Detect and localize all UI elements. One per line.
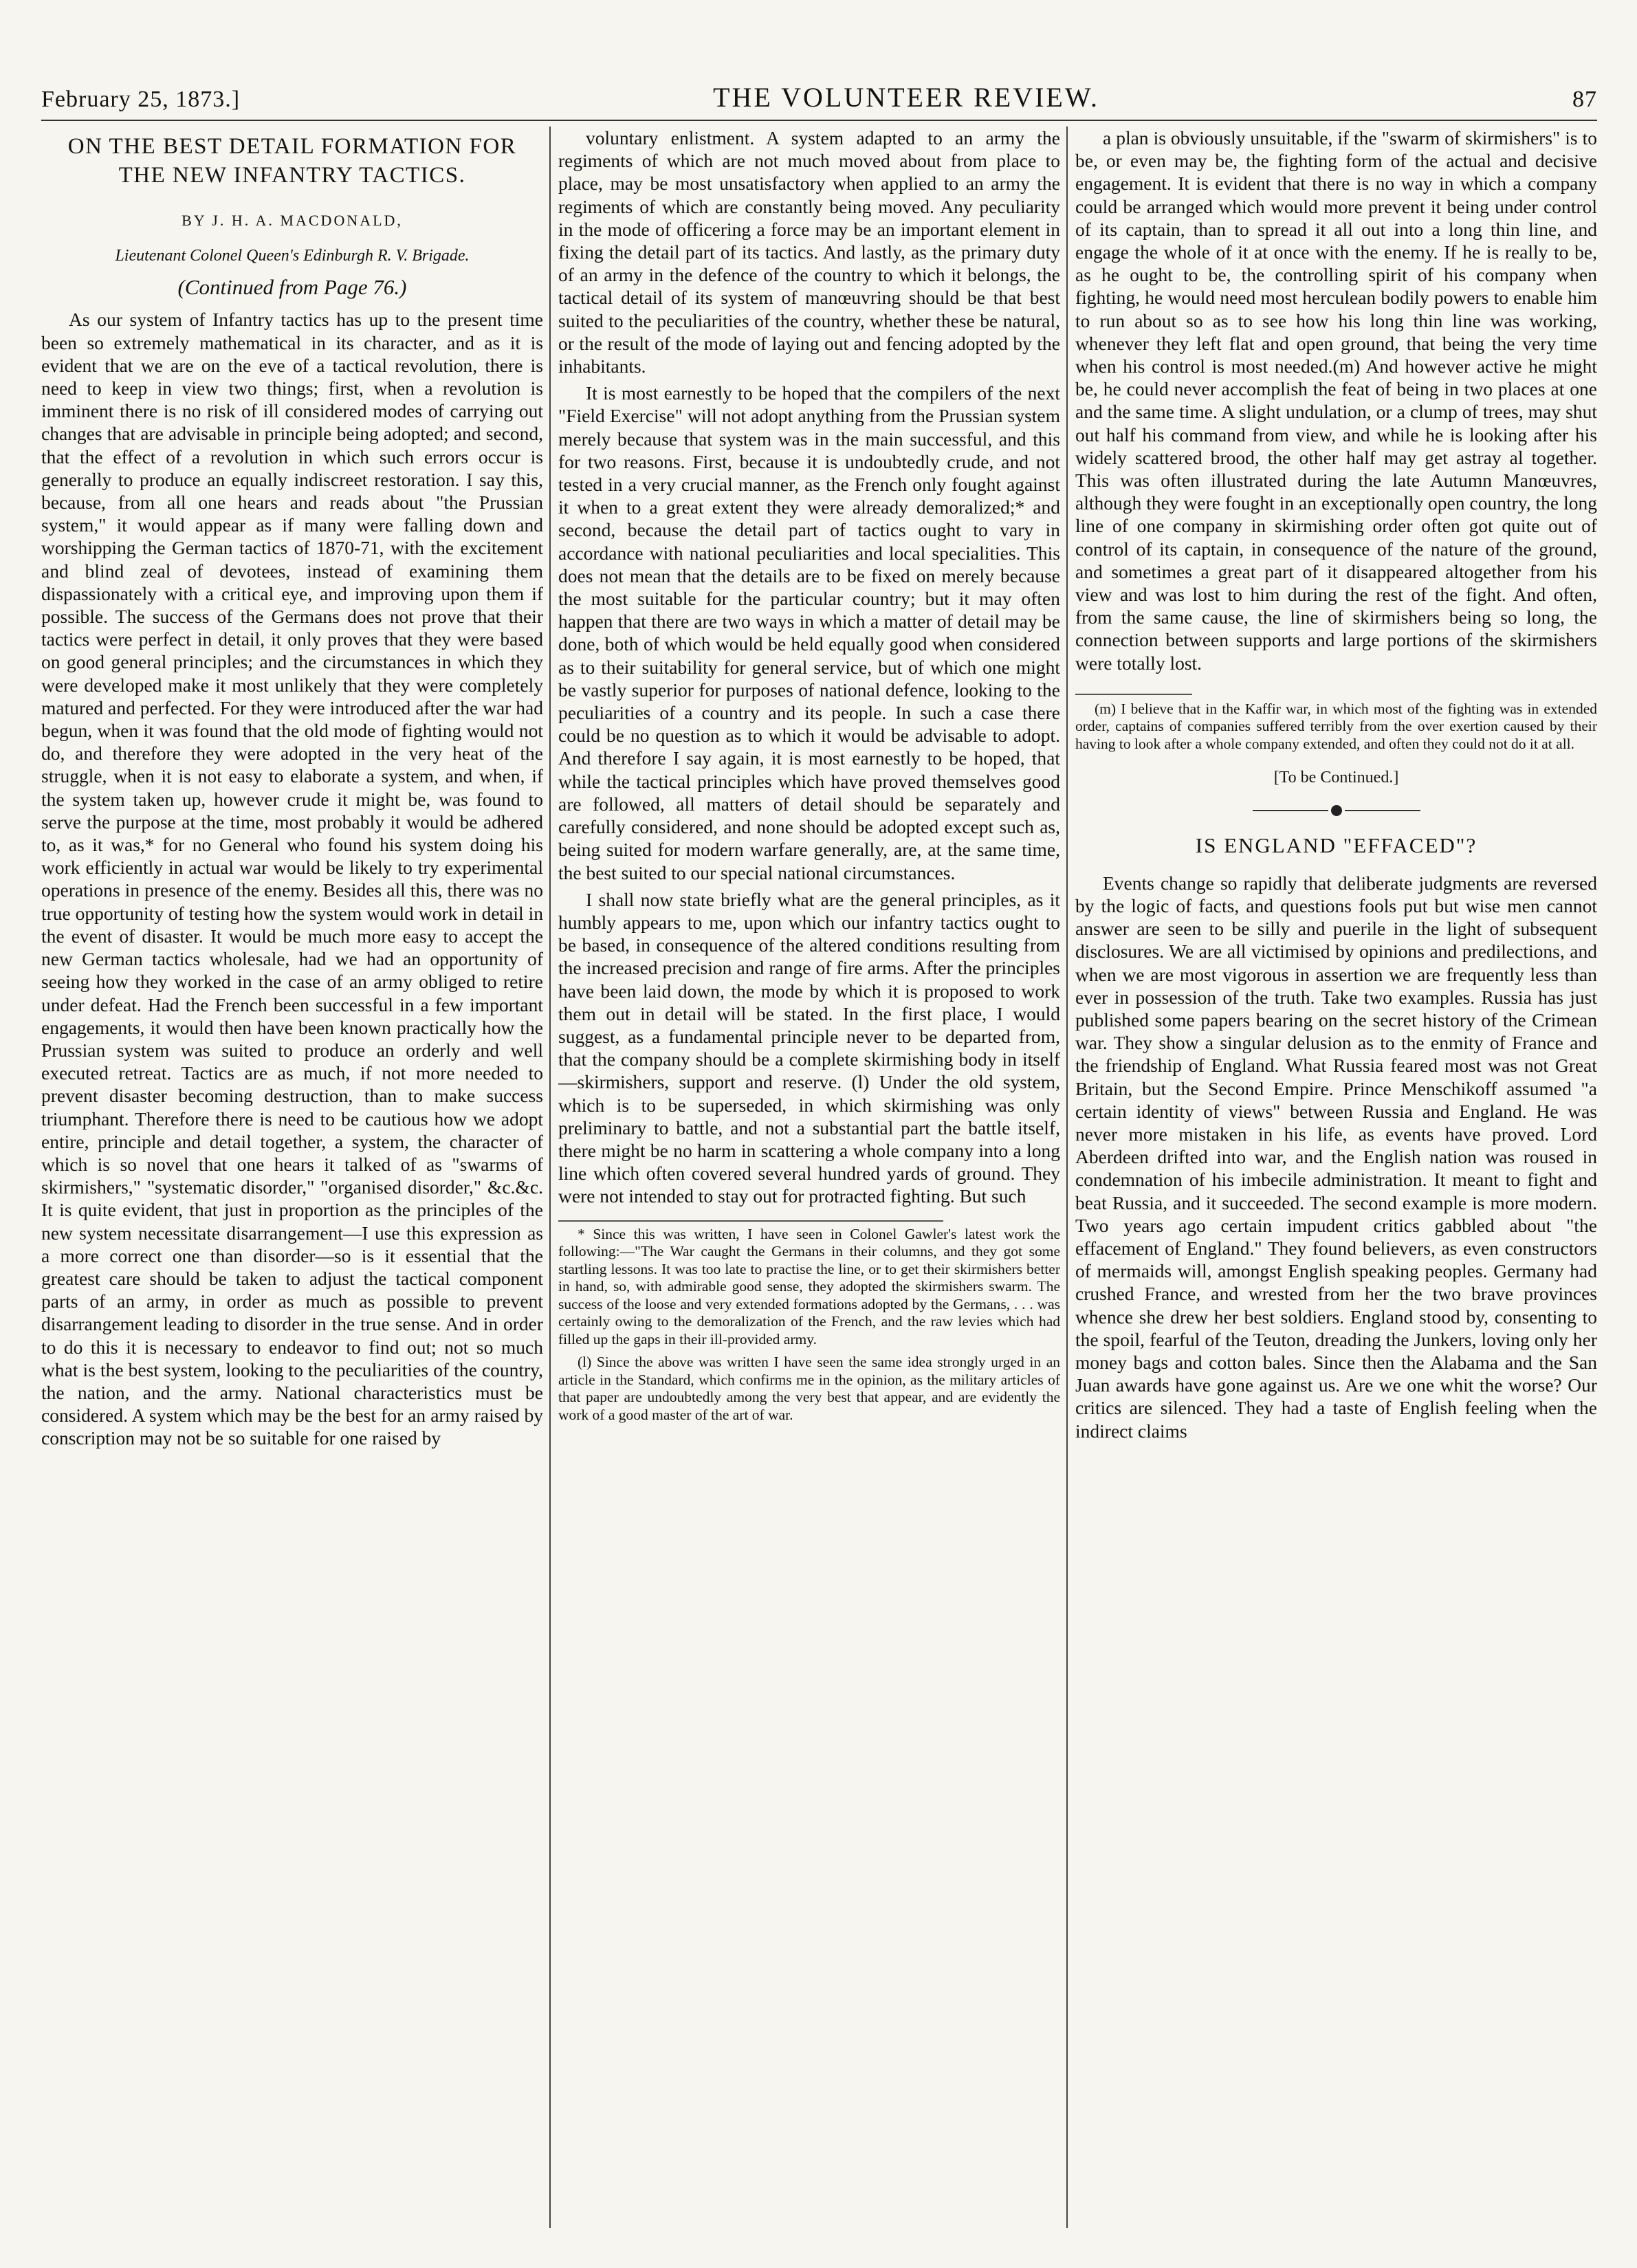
page-number: 87 <box>1572 87 1597 112</box>
article-headline: IS ENGLAND "EFFACED"? <box>1195 833 1477 857</box>
article-headline: ON THE BEST DETAIL FORMATION FOR THE NEW INFANTRY TACTICS. <box>67 134 517 188</box>
article-paragraph: I shall now state briefly what are the general principles, as it humbly appears to me, upon which our infantry tactics ought to be based, in consequence of the altered conditions resulting from the increased precision and range of fire arms. After the principles have been laid down, the mode by which it is proposed to work them out in detail will be stated. In the first place, I would suggest, as a fundamental principle never to be departed from, that the company should be a complete skirmishing body in itself—skirmishers, support and reserve. (l) Under the old system, which is to be superseded, in which skirmishing was only preliminary to battle, and not a substantial part the battle itself, there might be no harm in scattering a whole company into a long line which often covered several hundred yards of ground. They were not intended to stay out for protracted fighting. But such <box>558 888 1060 1207</box>
footnote: (l) Since the above was written I have seen the same idea strongly urged in an article in the Standard, which confirms me in the opinion, as the military articles of that paper are undoubtedly among the very best that appear, and are evidently the work of a good master of the art of war. <box>558 1354 1060 1423</box>
issue-date: February 25, 1873.] <box>41 87 241 112</box>
column-1 <box>41 126 543 2228</box>
article-paragraph: a plan is obviously unsuitable, if the "swarm of skirmishers" is to be, or even may be, the fighting form of the actual and decisive engagement. It is evident that there is no way in which a company could be arranged which would more prevent it being under control of its captain, than to spread it all out into a long thin line, and engage the whole of it at once with the enemy. If he is really to be, as he ought to be, the controlling spirit of his company when fighting, he would need most herculean bodily powers to enable him to run about so as to see how his long thin line was working, whenever they left flat and open ground, that being the very time when his control is most needed.(m) And however active he might be, he could never accomplish the feat of being in two places at one and the same time. A slight undulation, or a clump of trees, may shut out half his command from view, and while he is looking after his widely scattered brood, the other half may get astray al together. This was often illustrated during the late Autumn Manœuvres, although they were fought in an exceptionally open country, the long line of one company in skirmishing order often got quite out of control of its captain, in consequence of the nature of the ground, and sometimes a great part of it disappeared altogether from his view and was lost to him during the rest of the fight. And often, from the same cause, the line of skirmishers being so long, the connection between supports and large portions of the skirmishers were totally lost. <box>1075 127 1597 674</box>
column-rule-2 <box>1066 126 1068 2228</box>
divider-dot-icon <box>1331 805 1342 816</box>
header-rule <box>41 120 1597 121</box>
to-be-continued-note: [To be Continued.] <box>1273 769 1399 787</box>
column-2 <box>558 126 1060 2228</box>
footnote-rule <box>1075 694 1192 695</box>
publication-title: THE VOLUNTEER REVIEW. <box>713 82 1099 113</box>
article-paragraph: Events change so rapidly that deliberate judgments are reversed by the logic of facts, and questions fools put but wise men cannot answer are seen to be silly and puerile in the light of subsequent disclosures. We are all victimised by opinions and predilections, and when we are most vigorous in assertion we are frequently less than ever in possession of the truth. Take two examples. Russia has just published some papers bearing on the secret history of the Crimean war. They show a singular delusion as to the enmity of France and the friendship of England. What Russia feared most was not Great Britain, but the Second Empire. Prince Menschikoff assumed "a certain identity of views" between Russia and England. He was never more mistaken in his life, as events have proved. Lord Aberdeen drifted into war, and the English nation was roused in condemnation of his imbecile administration. It meant to fight and beat Russia, and it succeeded. The second example is more modern. Two years ago certain impudent critics gabbled about "the effacement of England." They found believers, as even constructors of mermaids will, amongst English speaking peoples. Germany had crushed France, and wrested from her the two brave provinces whence she drew her best soldiers. England stood by, consenting to the spoil, fearful of the Teuton, dreading the Junkers, loving only her money bags and cotton bales. Since then the Alabama and the San Juan awards have gone against us. Are we one whit the worse? Our critics are silenced. They had a taste of English feeling when the indirect claims <box>1075 872 1597 1442</box>
footnotes <box>558 1220 943 1226</box>
continued-from-note: (Continued from Page 76.) <box>177 275 407 300</box>
footnote: * Since this was written, I have seen in Colonel Gawler's latest work the following:—"The War caught the Germans in their columns, and they got some startling lessons. It was too late to practise the line, or to get their skirmishers better in hand, so, with admirable good sense, they adopted the skirmishers swarm. The success of the loose and very extended formations adopted by the Germans, . . . was certainly owing to the demoralization of the French, and the raw levies which had filled up the gaps in their ill-provided army. <box>558 1225 1060 1347</box>
article-paragraph: As our system of Infantry tactics has up to the present time been so extremely mathematical in its character, and as it is evident that we are on the eve of a tactical revolution, there is need to keep in view two things; first, when a revolution is imminent there is no risk of ill considered modes of carrying out changes that are advisable in principle being adopted; and second, that the effect of a revolution in which such errors occur is generally to produce an equally indiscreet restoration. I say this, because, from all one hears and reads about "the Prussian system," it would appear as if many were falling down and worshipping the German tactics of 1870-71, with the excitement and blind zeal of devotees, instead of examining them dispassionately with a critical eye, and improving upon them if possible. The success of the Germans does not prove that their tactics were perfect in detail, it only proves that they were based on good general principles; and the circumstances in which they were developed make it most unlikely that they were completely matured and perfected. For they were introduced after the war had begun, when it was found that the old mode of fighting would not do, and therefore they were adopted in the very heat of the struggle, when it is not easy to elaborate a system, and when, if the system taken up, however crude it might be, was found to serve the purpose at the time, most probably it would be adhered to, as it was,* for no General who found his system doing his work efficiently in actual war would be likely to try experimental operations in presence of the enemy. Besides all this, there was no true opportunity of testing how the system would work in detail in the event of disaster. It would be much more easy to accept the new German tactics wholesale, had we had an opportunity of seeing how they worked in the case of an army obliged to retire under defeat. Had the French been successful in a few important engagements, it would then have been known practically how the Prussian system was suited to produce an orderly and well executed retreat. Tactics are as much, if not more needed to prevent disaster becoming destruction, than to make success triumphant. Therefore there is need to be cautious how we adopt entire, principle and detail together, a system, the character of which is so novel that one hears it talked of as "swarms of skirmishers," "systematic disorder," "organised disorder," &c.&c. It is quite evident, that just in proportion as the principles of the new system necessitate disarrangement—I use this expression as a more correct one than disorder—so is it essential that the greatest care should be taken to adjust the tactical component parts of an army, in order as much as possible to prevent disarrangement leading to disorder in the true sense. And in order to do this it is necessary to endeavor to find out; not so much what is the best system, looking to the peculiarities of the country, the nation, and the army. National characteristics must be considered. A system which may be the best for an army raised by conscription may not be so suitable for one raised by <box>41 309 543 1449</box>
article-paragraph: voluntary enlistment. A system adapted to an army the regiments of which are not much moved about from place to place, may be most unsatisfactory when applied to an army the regiments of which are constantly being moved. Any peculiarity in the mode of officering a force may be an important element in fixing the detail part of its tactics. And lastly, as the primary duty of an army in the defence of the country to which it belongs, the tactical detail of its system of manœuvring should be that best suited to the peculiarities of the country, whether these be natural, or the result of the mode of laying out and fencing adopted by the inhabitants. <box>558 127 1060 377</box>
author-position: Lieutenant Colonel Queen's Edinburgh R. V. Brigade. <box>115 247 470 265</box>
footnote: (m) I believe that in the Kaffir war, in which most of the fighting was in extended order, captains of companies suffered terribly from the over exertion caused by their having to look after a whole company extended, and often they could not do it at all. <box>1075 700 1597 752</box>
article-byline: BY J. H. A. MACDONALD, <box>182 212 403 229</box>
article-paragraph: It is most earnestly to be hoped that the compilers of the next "Field Exercise" will not adopt anything from the Prussian system merely because that system was in the main successful, and this for two reasons. First, because it is undoubtedly crude, and not tested in a very crucial manner, as the French only fought against it when to a great extent they were already demoralized;* and second, because the detail part of tactics ought to vary in accordance with national peculiarities and local specialities. This does not mean that the details are to be fixed on merely because the most suitable for the particular country; but it may often happen that there are two ways in which a matter of detail may be done, both of which would be held equally good when considered as to their suitability for general service, but of which one might be vastly superior for purposes of national defence, looking to the peculiarities of a country and its people. In such a case there could be no question as to which it would be advisable to adopt. And therefore I say again, it is most earnestly to be hoped, that while the tactical principles which have proved themselves good are followed, all matters of detail should be separately and carefully considered, and none should be adopted except such as, being suited for modern warfare generally, are, at the same time, the best suited to our special national circumstances. <box>558 382 1060 883</box>
page-header <box>41 81 1597 117</box>
section-divider <box>1075 805 1597 816</box>
column-3 <box>1075 126 1597 2228</box>
column-rule-1 <box>549 126 551 2228</box>
